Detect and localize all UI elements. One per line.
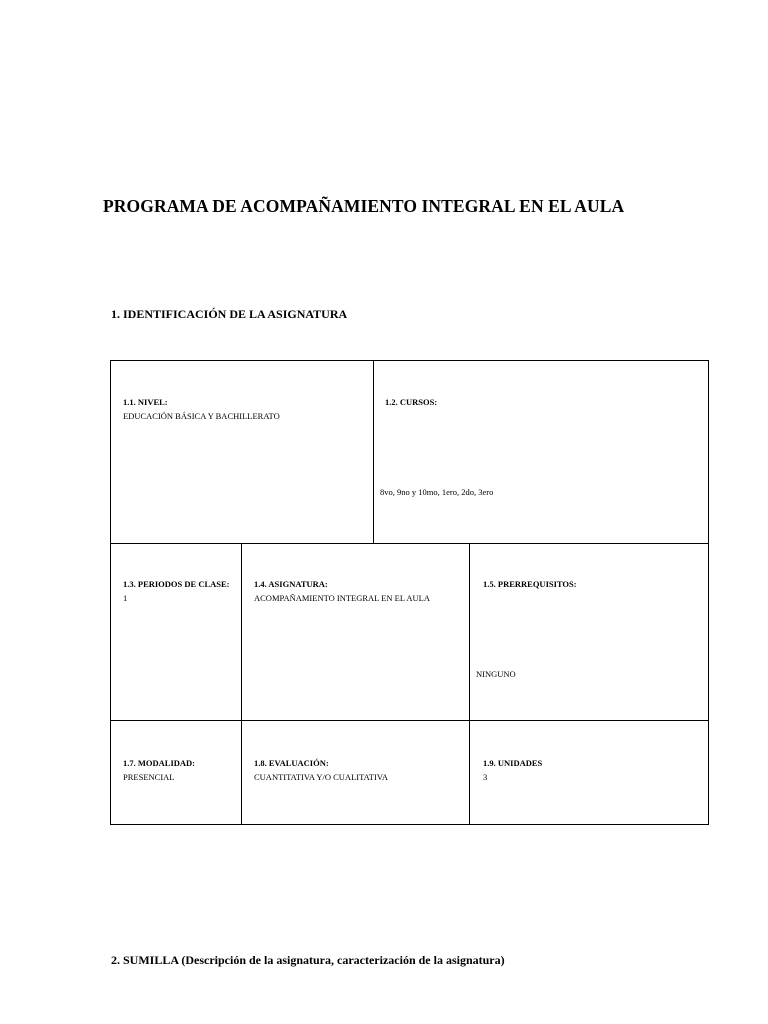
section-2-heading: 2. SUMILLA (Descripción de la asignatura, caracterización de la asignatura) [111, 953, 505, 967]
unidades-value: 3 [483, 772, 488, 782]
cursos-value: 8vo, 9no y 10mo, 1ero, 2do, 3ero [380, 487, 494, 497]
document-title: PROGRAMA DE ACOMPAÑAMIENTO INTEGRAL EN EL AULA [103, 196, 625, 216]
cell-prerrequisitos [469, 543, 709, 721]
cell-unidades [469, 720, 709, 825]
evaluacion-label: 1.8. EVALUACIÓN: [254, 758, 329, 768]
cell-asignatura [241, 543, 470, 721]
periodos-value: 1 [123, 593, 128, 603]
cell-nivel [110, 360, 374, 544]
modalidad-label: 1.7. MODALIDAD: [123, 758, 196, 768]
asignatura-value: ACOMPAÑAMIENTO INTEGRAL EN EL AULA [254, 593, 430, 603]
section-1-heading: 1. IDENTIFICACIÓN DE LA ASIGNATURA [111, 307, 348, 321]
cell-periodos [110, 543, 242, 721]
nivel-label: 1.1. NIVEL: [123, 397, 168, 407]
periodos-label: 1.3. PERIODOS DE CLASE: [123, 579, 230, 589]
nivel-value: EDUCACIÓN BÁSICA Y BACHILLERATO [123, 411, 280, 421]
asignatura-label: 1.4. ASIGNATURA: [254, 579, 328, 589]
evaluacion-value: CUANTITATIVA Y/O CUALITATIVA [254, 772, 389, 782]
cursos-label: 1.2. CURSOS: [385, 397, 438, 407]
cell-cursos [373, 360, 709, 544]
prerrequisitos-label: 1.5. PRERREQUISITOS: [483, 579, 577, 589]
prerrequisitos-value: NINGUNO [476, 669, 516, 679]
modalidad-value: PRESENCIAL [123, 772, 175, 782]
unidades-label: 1.9. UNIDADES [483, 758, 543, 768]
